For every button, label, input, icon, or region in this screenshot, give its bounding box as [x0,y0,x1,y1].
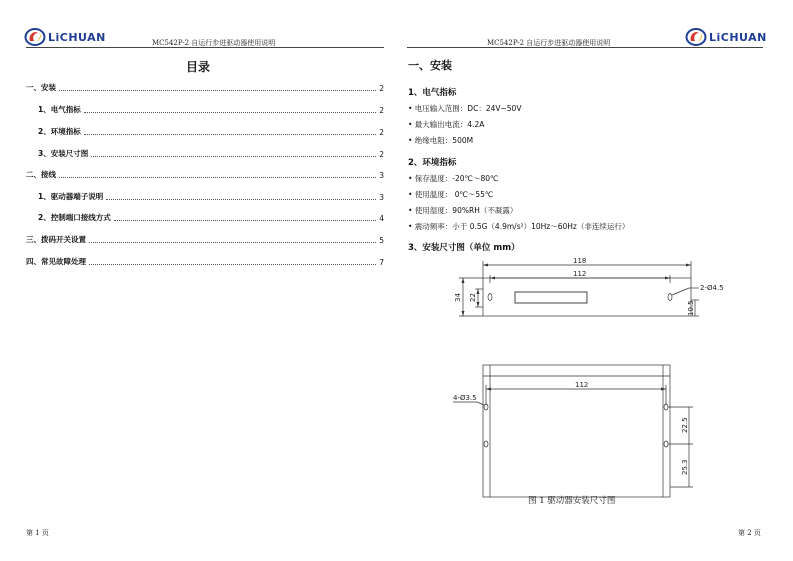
logo-swirl-icon [24,27,46,47]
toc-leader [84,111,377,113]
toc-item[interactable] [38,192,384,202]
header-title: MC542P-2 自运行步进驱动器使用说明 [152,39,276,47]
toc-item[interactable] [26,83,384,93]
driver-display-window [515,292,587,303]
logo-text: LiCHUAN [709,30,767,44]
logo-swirl-icon [685,27,707,47]
toc-item-label: 3、安装尺寸图 [38,149,89,158]
toc-item-page: 4 [379,214,384,223]
toc-item[interactable] [38,149,384,159]
mount-hole [488,294,492,301]
toc-leader [59,176,376,178]
spec-item: • 保存温度：-20℃～80℃ [408,174,499,183]
header-rule [407,47,763,48]
header-title: MC542P-2 自运行步进驱动器使用说明 [487,39,611,47]
spec-item: • 最大输出电流：4.2A [408,120,485,129]
spec-item: • 绝缘电阻：500M [408,136,474,145]
dim-label: 22 [469,293,477,302]
toc-item[interactable] [38,127,384,137]
toc-item-label: 四、常见故障处理 [26,257,86,266]
toc-item-page: 3 [379,193,384,202]
brand-logo [685,26,767,48]
dim-label: 112 [575,381,589,389]
toc-item[interactable] [38,213,384,223]
toc-leader [91,155,376,157]
toc-leader [114,219,377,221]
toc-title: 目录 [185,60,210,74]
toc-item-label: 二、接线 [26,170,56,179]
mount-hole [668,294,672,301]
page-2 [397,0,793,561]
toc-item[interactable] [26,257,384,267]
page-number: 第 1 页 [26,529,49,537]
toc-item-page: 2 [379,150,384,159]
dim-label: 112 [573,270,587,278]
spec-item: • 使用温度： 0℃～55℃ [408,190,494,199]
mount-hole [664,441,668,447]
dim-label: 118 [573,257,587,265]
toc-leader [106,198,376,200]
toc-item-label: 1、驱动器端子说明 [38,192,104,201]
spec-item: • 震动频率：小于 0.5G（4.9m/s²）10Hz～60Hz（非连续运行） [408,222,630,231]
toc-item[interactable] [26,170,384,180]
toc-leader [89,263,376,265]
subsection-heading: 3、安装尺寸图（单位 mm） [408,243,520,253]
logo-text: LiCHUAN [48,30,106,44]
toc-leader [89,241,376,243]
toc-leader [84,133,377,135]
dim-label: 22.5 [681,417,689,433]
brand-logo [24,26,106,48]
header-rule [26,47,384,48]
spec-item: • 使用湿度：90%RH（不凝露） [408,206,518,215]
toc-item-label: 2、控制端口接线方式 [38,213,111,222]
toc-item-label: 1、电气指标 [38,105,81,114]
toc-item-page: 2 [379,106,384,115]
mount-hole [484,441,488,447]
dimension-drawing [397,255,793,500]
dim-label: 4-Ø3.5 [453,394,477,402]
page-number: 第 2 页 [738,529,761,537]
toc-item-label: 2、环境指标 [38,127,81,136]
spec-item: • 电压输入范围：DC：24V~50V [408,104,522,113]
dim-label: 2-Ø4.5 [700,284,724,292]
toc-leader [59,89,376,91]
dim-label: 34 [454,293,462,302]
toc-item[interactable] [38,105,384,115]
toc-item[interactable] [26,235,384,245]
subsection-heading: 2、环境指标 [408,158,457,168]
section-heading: 一、安装 [408,59,452,72]
page-1 [0,0,396,561]
toc-item-page: 3 [379,171,384,180]
toc-item-page: 5 [379,236,384,245]
toc-item-page: 7 [379,258,384,267]
toc-item-label: 三、拨码开关设置 [26,235,86,244]
toc-item-page: 2 [379,128,384,137]
dim-label: 25.3 [681,459,689,475]
dim-label: 10.5 [687,300,695,316]
figure-caption: 图 1 驱动器安装尺寸图 [528,496,616,506]
toc-item-label: 一、安装 [26,83,56,92]
toc-item-page: 2 [379,84,384,93]
subsection-heading: 1、电气指标 [408,88,457,98]
